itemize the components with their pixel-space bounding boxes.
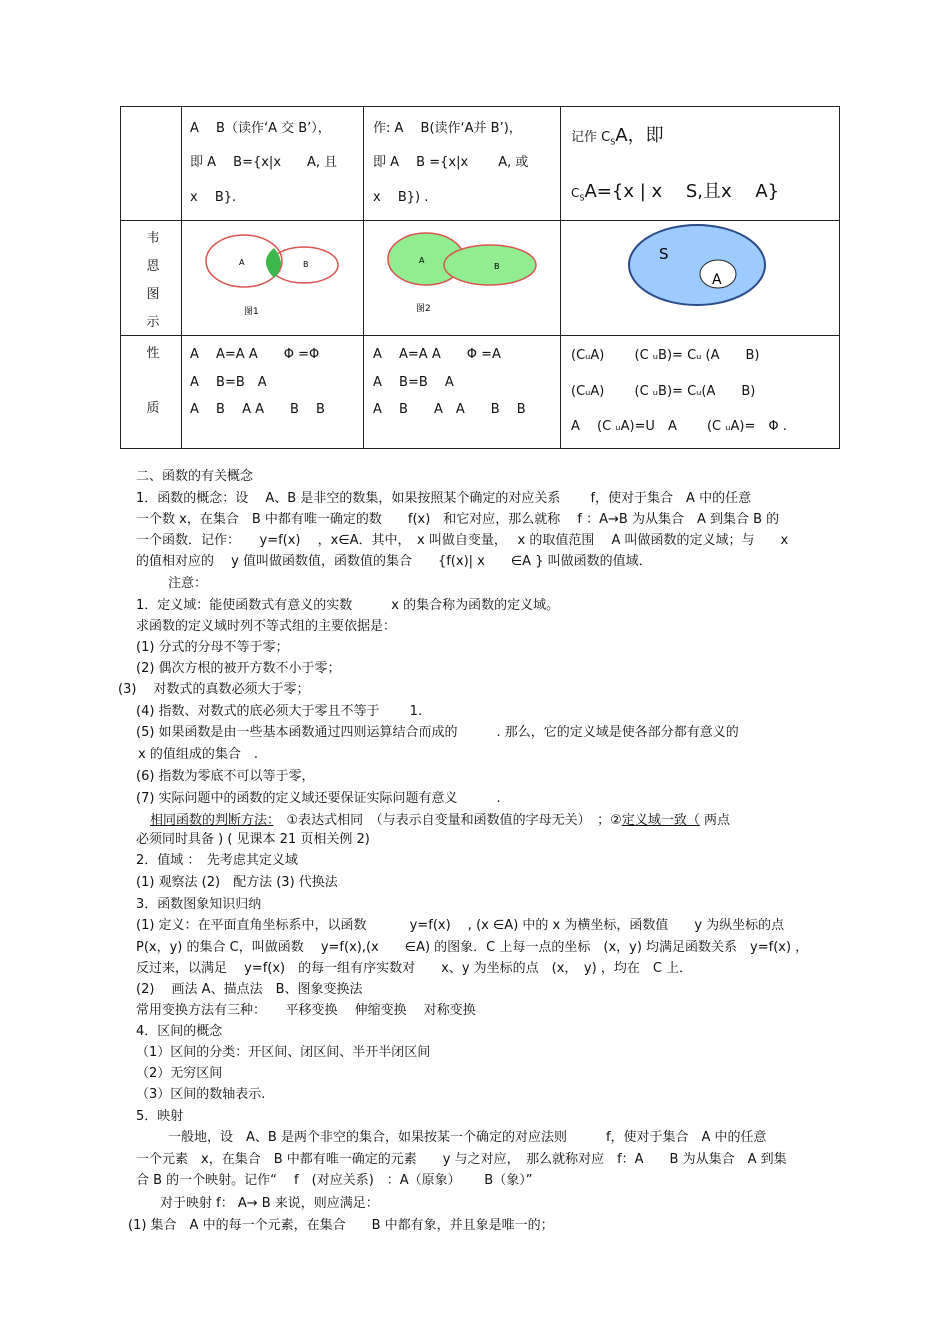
props-side-char: 性 xyxy=(146,346,160,361)
paragraph-line: 一个元素 x，在集合 B 中都有唯一确定的元素 y 与之对应， 那么就称对应 f：A B 为从集合 A 到集 xyxy=(136,1152,787,1167)
venn-union-cell xyxy=(364,221,561,336)
same-function-line: 相同函数的判断方法： ①表达式相同 （与表示自变量和函数值的字母无关） ；②定义域一致（ 两点 xyxy=(150,813,730,828)
paragraph-line: 一个数 x，在集合 B 中都有唯一确定的数 f(x) 和它对应，那么就称 f ：A→B 为从集合 A 到集合 B 的 xyxy=(136,512,780,527)
paragraph-line: (1) 集合 A 中的每一个元素，在集合 B 中都有象，并且象是唯一的； xyxy=(128,1218,554,1233)
prop-line: A B=B A xyxy=(190,375,267,390)
venn-complement-diagram xyxy=(561,221,839,335)
paragraph-line: 必须同时具备 ) ( 见课本 21 页相关例 2) xyxy=(136,832,370,847)
list-item: (7) 实际问题中的函数的定义域还要保证实际问题有意义 . xyxy=(136,791,501,806)
set-b-ellipse xyxy=(444,245,536,285)
venn-side-char: 图 xyxy=(146,287,160,302)
set-b-label: B xyxy=(303,260,309,269)
set-a-label: A xyxy=(419,256,425,265)
prop-line: A (C ᵤA)=U A (C ᵤA)= Φ . xyxy=(571,419,787,434)
paragraph-line: 常用变换方法有三种： 平移变换 伸缩变换 对称变换 xyxy=(136,1003,476,1018)
paragraph-line: (2) 画法 A、描点法 B、图象变换法 xyxy=(136,982,363,997)
paragraph-line: P(x，y) 的集合 C，叫做函数 y=f(x),(x ∈A) 的图象．C 上每一点的坐标 (x，y) 均满足函数关系 y=f(x) ， xyxy=(136,940,809,955)
venn-side-char: 示 xyxy=(146,315,160,330)
props-side-cell xyxy=(121,336,182,449)
paragraph-line: （1）区间的分类：开区间、闭区间、半开半闭区间 xyxy=(136,1045,431,1060)
intersection-def-cell xyxy=(182,107,364,221)
figure-2-caption: 图2 xyxy=(416,304,431,314)
paragraph-line: 5．映射 xyxy=(136,1109,184,1124)
venn-complement-cell xyxy=(561,221,840,336)
props-side-char: 质 xyxy=(146,401,160,416)
prop-line: (CᵤA) (C ᵤB)= Cᵤ (A B) xyxy=(571,348,760,363)
list-item: (5) 如果函数是由一些基本函数通过四则运算结合而成的 . 那么，它的定义域是使各部分都有意义的 xyxy=(136,725,739,740)
list-item: (3) 对数式的真数必须大于零； xyxy=(118,682,310,697)
venn-side-cell xyxy=(121,221,182,336)
paragraph-line: 求函数的定义域时列不等式组的主要依据是： xyxy=(136,619,397,634)
paragraph-line: (1) 观察法 (2) 配方法 (3) 代换法 xyxy=(136,875,338,890)
subset-a-label: A xyxy=(712,272,722,288)
paragraph-line: 1．定义域：能使函数式有意义的实数 x 的集合称为函数的定义域。 xyxy=(136,598,560,613)
set-b-label: B xyxy=(494,262,500,271)
prop-line: A A=A A Φ =A xyxy=(373,347,501,362)
venn-side-char: 韦 xyxy=(146,231,160,246)
paragraph-line: 的值相对应的 y 值叫做函数值，函数值的集合 {f(x)| x ∈A } 叫做函数的值域． xyxy=(136,554,652,569)
complement-props-cell xyxy=(561,336,840,449)
complement-line-2: $C_SA=\{x$ | x S,且x A} xyxy=(571,181,780,203)
list-item: x 的值组成的集合 . xyxy=(138,747,258,762)
prop-line: (CᵤA) (C ᵤB)= Cᵤ(A B) xyxy=(571,384,756,399)
venn-intersection-cell xyxy=(182,221,364,336)
union-def-cell xyxy=(364,107,561,221)
list-item: (1) 分式的分母不等于零； xyxy=(136,640,289,655)
union-line-3: x B}) . xyxy=(373,190,429,205)
set-a-label: A xyxy=(239,258,245,267)
complement-line-1: 记作 $C_SA$，即 xyxy=(571,125,664,147)
complement-def-cell xyxy=(561,107,840,221)
row1-side-cell xyxy=(121,107,182,221)
paragraph-line: 1．函数的概念：设 A、B 是非空的数集，如果按照某个确定的对应关系 f，使对于集合 A 中的任意 xyxy=(136,491,752,506)
section-heading: 二、函数的有关概念 xyxy=(136,469,254,484)
paragraph-line: 合 B 的一个映射。记作“ f (对应关系) ：A（原象） B（象）” xyxy=(136,1173,533,1188)
paragraph-line: 4．区间的概念 xyxy=(136,1024,223,1039)
venn-side-char: 恩 xyxy=(146,259,160,274)
set-operations-table xyxy=(120,106,840,449)
note-heading: 注意： xyxy=(168,576,208,591)
union-line-1: 作: A B(读作‘A并 B’)， xyxy=(373,121,522,136)
venn-intersection-diagram xyxy=(182,221,363,335)
intersection-line-2: 即 A B={x|x A, 且 xyxy=(190,155,338,170)
list-item: (2) 偶次方根的被开方数不小于零； xyxy=(136,661,341,676)
union-line-2: 即 A B ={x|x A, 或 xyxy=(373,155,529,170)
prop-line: A A=A A Φ =Φ xyxy=(190,347,320,362)
figure-1-caption: 图1 xyxy=(244,307,259,317)
intersection-line-3: x B}. xyxy=(190,190,237,205)
venn-union-diagram xyxy=(364,221,560,335)
paragraph-line: （2）无穷区间 xyxy=(136,1066,223,1081)
prop-line: A B A A B B xyxy=(190,402,325,417)
universal-set-s xyxy=(629,225,765,305)
prop-line: A B=B A xyxy=(373,375,454,390)
union-props-cell xyxy=(364,336,561,449)
paragraph-line: (1) 定义：在平面直角坐标系中，以函数 y=f(x) , (x ∈A) 中的 x 为横坐标，函数值 y 为纵坐标的点 xyxy=(136,918,785,933)
list-item: (6) 指数为零底不可以等于零， xyxy=(136,769,315,784)
prop-line: A B A A B B xyxy=(373,402,526,417)
intersection-props-cell xyxy=(182,336,364,449)
set-s-label: S xyxy=(659,245,669,263)
paragraph-line: 2．值域 ： 先考虑其定义域 xyxy=(136,853,298,868)
paragraph-line: 一个函数．记作： y=f(x) ，x∈A．其中， x 叫做自变量， x 的取值范围 A 叫做函数的定义域；与 x xyxy=(136,533,789,548)
paragraph-line: 3．函数图象知识归纳 xyxy=(136,897,262,912)
paragraph-line: 反过来，以满足 y=f(x) 的每一组有序实数对 x、y 为坐标的点 (x， y) ，均在 C 上． xyxy=(136,961,693,976)
intersection-line-1: A B（读作‘A 交 B’）， xyxy=(190,121,331,136)
list-item: (4) 指数、对数式的底必须大于零且不等于 1. xyxy=(136,704,423,719)
paragraph-line: 一般地，设 A、B 是两个非空的集合，如果按某一个确定的对应法则 f，使对于集合 A 中的任意 xyxy=(168,1130,767,1145)
paragraph-line: （3）区间的数轴表示. xyxy=(136,1087,266,1102)
paragraph-line: 对于映射 f： A→ B 来说，则应满足： xyxy=(160,1196,379,1211)
